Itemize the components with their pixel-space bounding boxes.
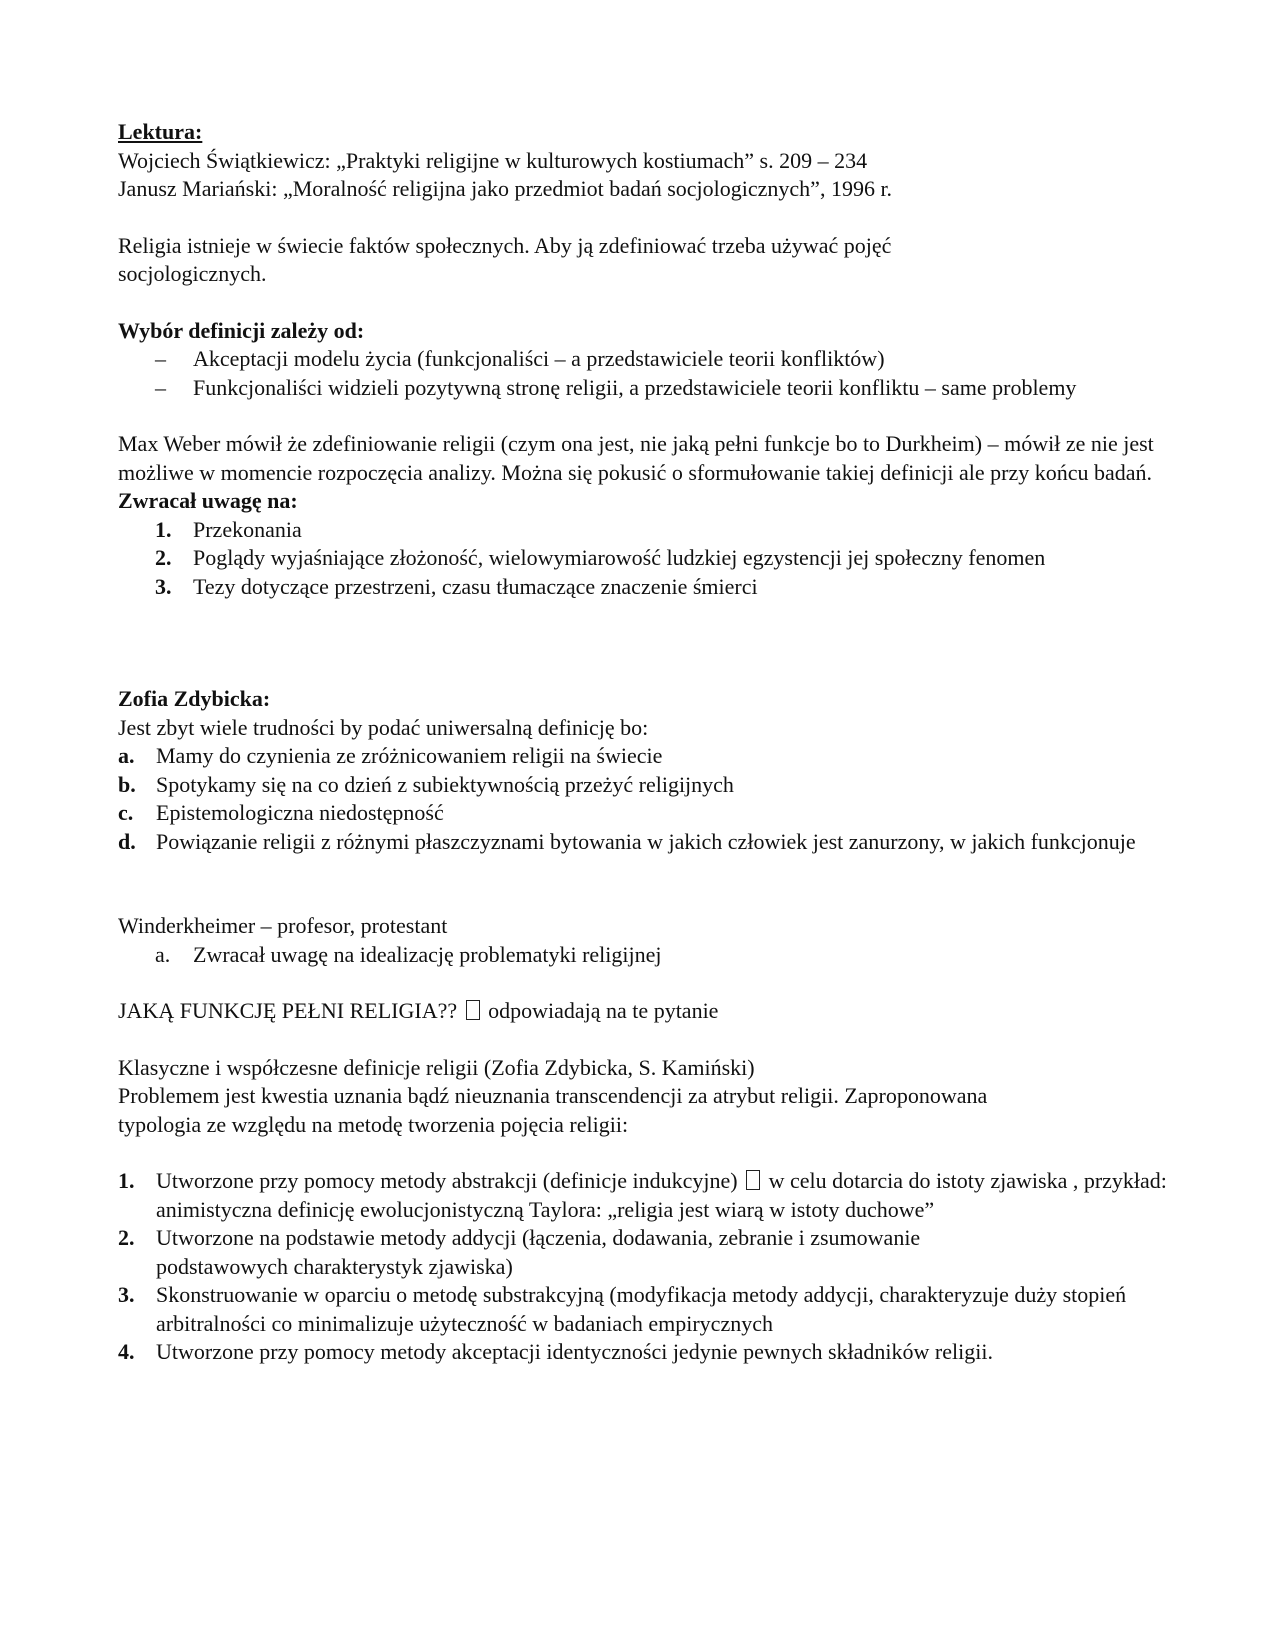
list-item-text: Powiązanie religii z różnymi płaszczyznami bytowania w jakich człowiek jest zanurzony, w jakich funkcjonuje — [156, 828, 1136, 854]
list-item — [118, 516, 1168, 545]
list-marker: a. — [155, 941, 171, 967]
wybor-heading: Wybór definicji zależy od: — [118, 317, 365, 343]
list-item-text: Poglądy wyjaśniające złożoność, wielowymiarowość ludzkiej egzystencji jej społeczny fenomen — [193, 545, 1046, 570]
list-item — [118, 1167, 1168, 1224]
lektura-heading: Lektura: — [118, 119, 203, 144]
intro-paragraph: Religia istnieje w świecie faktów społecznych. Aby ją zdefiniować trzeba używać pojęć socjologicznych. — [118, 232, 892, 286]
list-item-text: Utworzone na podstawie metody addycji (łączenia, dodawania, zebranie i zsumowanie podstawowych charakterystyk zjawiska) — [156, 1225, 921, 1279]
klasyczne-paragraph: Problemem jest kwestia uznania bądź nieuznania transcendencji za atrybut religii. Zaproponowana typologia ze względu na metodę tworzenia pojęcia religii: — [118, 1083, 988, 1137]
list-item-text: Tezy dotyczące przestrzeni, czasu tłumaczące znaczenie śmierci — [193, 573, 758, 599]
list-item — [118, 1338, 1168, 1367]
klasyczne-heading: Klasyczne i współczesne definicje religii (Zofia Zdybicka, S. Kamiński) — [118, 1054, 755, 1080]
list-marker: 1. — [118, 1168, 135, 1193]
list-item — [118, 1281, 1168, 1338]
list-item-text: Mamy do czynienia ze zróżnicowaniem religii na świecie — [156, 743, 663, 768]
list-item — [118, 1224, 1036, 1281]
zdybicka-paragraph: Jest zbyt wiele trudności by podać uniwersalną definicję bo: — [118, 714, 649, 740]
list-marker: a. — [118, 743, 135, 768]
list-item — [118, 345, 1168, 374]
list-marker: 3. — [155, 573, 172, 599]
list-marker: d. — [118, 828, 136, 854]
weber-heading: Zwracał uwagę na: — [118, 488, 298, 513]
question-answer: odpowiadają na te pytanie — [488, 998, 719, 1023]
list-item-text: Skonstruowanie w oparciu o metodę substrakcyjną (modyfikacja metody addycji, charakteryzuje duży stopień arbitralności co minimalizuje użyteczność w badaniach empirycznych — [156, 1282, 1127, 1336]
list-item — [118, 544, 1053, 573]
list-item — [118, 742, 1168, 771]
list-item — [118, 374, 1083, 403]
list-item — [118, 941, 1168, 970]
list-item — [118, 573, 1168, 602]
dash-bullet: – — [155, 374, 166, 400]
list-item-text: Zwracał uwagę na idealizację problematyki religijnej — [193, 941, 662, 967]
list-item-text: Utworzone przy pomocy metody abstrakcji (definicje indukcyjne) — [156, 1168, 738, 1193]
list-marker: b. — [118, 771, 136, 797]
list-item-text: Funkcjonaliści widzieli pozytywną stronę religii, a przedstawiciele teorii konfliktu – same problemy — [193, 374, 1077, 400]
arrow-icon — [466, 1000, 480, 1020]
list-item-text: Epistemologiczna niedostępność — [156, 800, 444, 825]
list-item-text: Akceptacji modelu życia (funkcjonaliści – a przedstawiciele teorii konfliktów) — [193, 346, 885, 371]
list-item-text: Przekonania — [193, 516, 302, 542]
question-line — [118, 997, 1168, 1026]
weber-paragraph: Max Weber mówił że zdefiniowanie religii (czym ona jest, nie jaką pełni funkcje bo to Durkheim) – mówił ze nie jest możliwe w momencie rozpoczęcia analizy. Można się pokusić o sformułowanie takiej definicji ale przy końcu badań. — [118, 431, 1154, 485]
list-item — [118, 799, 1168, 828]
list-marker: 4. — [118, 1339, 135, 1364]
winder-paragraph: Winderkheimer – profesor, protestant — [118, 913, 448, 938]
list-item-text: Spotykamy się na co dzień z subiektywnością przeżyć religijnych — [156, 771, 734, 797]
list-item — [118, 771, 1168, 800]
lektura-line-2: Janusz Mariański: „Moralność religijna jako przedmiot badań socjologicznych”, 1996 r. — [118, 176, 893, 201]
list-marker: 2. — [118, 1225, 135, 1250]
list-marker: 2. — [155, 545, 172, 570]
question-text: JAKĄ FUNKCJĘ PEŁNI RELIGIA?? — [118, 998, 458, 1023]
list-marker: 1. — [155, 516, 172, 542]
list-item-text: Utworzone przy pomocy metody akceptacji identyczności jedynie pewnych składników religii. — [156, 1339, 993, 1364]
lektura-line-1: Wojciech Świątkiewicz: „Praktyki religijne w kulturowych kostiumach” s. 209 – 234 — [118, 147, 868, 173]
document-body — [118, 118, 1168, 1367]
list-item-text: w celu dotarcia do istoty zjawiska , przykład: animistyczna definicję ewolucjonistyczną Taylora: „religia jest wiarą w istoty duchowe” — [156, 1168, 1167, 1222]
zdybicka-heading: Zofia Zdybicka: — [118, 686, 271, 711]
list-item — [118, 828, 1168, 857]
arrow-icon — [746, 1170, 760, 1190]
list-marker: 3. — [118, 1282, 135, 1307]
list-marker: c. — [118, 800, 134, 825]
dash-bullet: – — [155, 346, 166, 371]
